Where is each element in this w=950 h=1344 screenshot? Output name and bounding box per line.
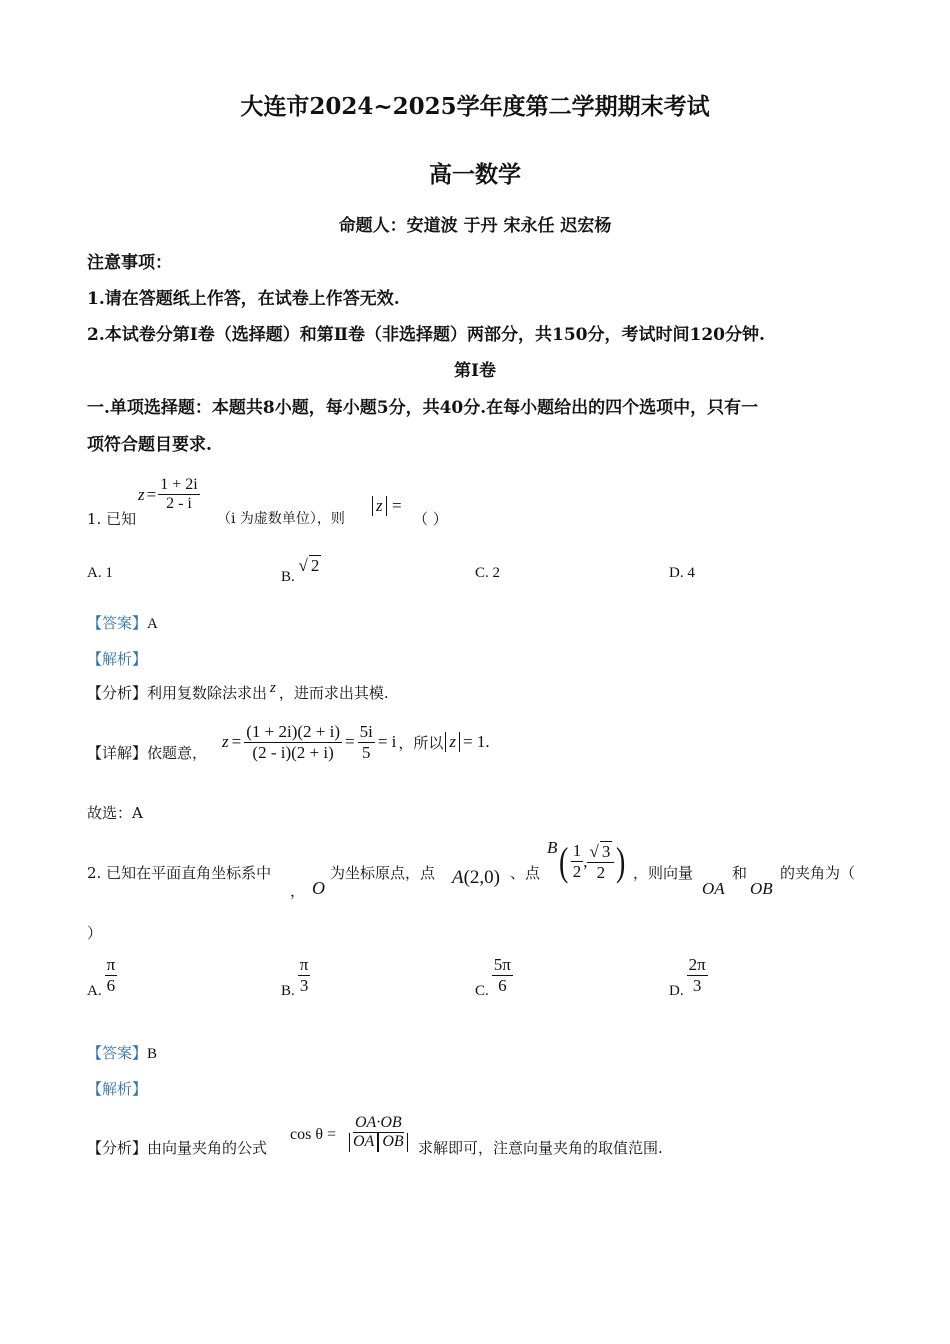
q1-eq2: = [392, 496, 402, 515]
q1-detail-den2: 5 [361, 742, 371, 762]
q2-formula-frac [347, 1114, 410, 1152]
q1-fenxi [87, 682, 389, 703]
q1-frac-num: 1 + 2i [158, 476, 199, 495]
q2-point-b-rparen: ) [616, 839, 626, 884]
q1-detail-text: 依题意， [147, 744, 208, 762]
q1-answer [87, 612, 158, 633]
q2-fenxi-label [87, 1137, 267, 1158]
q2-option-a-label: A. [87, 982, 102, 999]
q2-point-a-label: A [452, 867, 464, 888]
q1-prefix: 1. 已知 [87, 510, 137, 528]
q2-option-b[interactable] [281, 955, 310, 999]
q1-detail-z: z [222, 732, 229, 752]
q2-formula-num: OA·OB [353, 1114, 404, 1133]
q1-option-b[interactable] [281, 556, 321, 586]
q1-option-b-radicand: 2 [310, 556, 320, 575]
q1-detail-mid: ，所以 [398, 733, 444, 752]
q1-fenxi-text1: 利用复数除法求出 [147, 684, 268, 702]
q2-point-b-x-num: 1 [572, 841, 582, 861]
q2-formula-fraction [347, 1114, 410, 1152]
q1-detail-eq3: = i [377, 732, 397, 752]
q2-option-a-frac [105, 955, 118, 995]
q2-answer-tag: 【答案】 [87, 1044, 148, 1062]
q2-option-b-frac [298, 955, 311, 995]
q2-point-b-lparen: ( [559, 839, 569, 884]
q2-option-d-den: 3 [692, 975, 702, 995]
q2-option-d[interactable] [669, 955, 708, 999]
q2-answer-value: B [147, 1046, 158, 1062]
q2-cos: cos θ = [290, 1126, 337, 1143]
q2-point-b-y [587, 841, 614, 882]
section-instruction-line1: 一.单项选择题：本题共8小题，每小题5分，共40分.在每小题给出的四个选项中，只有一 [87, 398, 759, 418]
q1-answer-value: A [147, 616, 158, 632]
q1-fenxi-z: z [270, 680, 276, 696]
q1-detail-num2: 5i [359, 722, 373, 741]
q2-point-b-y-den: 2 [596, 862, 606, 882]
q2-comma: ， [290, 882, 306, 900]
q2-option-c-frac [492, 955, 513, 995]
q2-option-a[interactable] [87, 955, 117, 999]
section-instruction-line2: 项符合题目要求. [87, 435, 212, 455]
q2-mid1: 为坐标原点，点 [330, 864, 436, 882]
q2-origin: O [312, 878, 325, 898]
q2-point-b-y-radicand: 3 [601, 841, 611, 861]
q2-point-b-x-den: 2 [572, 862, 582, 881]
q2-fenxi-text2: 求解即可，注意向量夹角的取值范围. [418, 1139, 663, 1157]
q1-detail-eq: = [231, 732, 242, 752]
q1-option-b-radical: √ 2 [298, 556, 320, 575]
q2-point-b [547, 838, 628, 885]
q1-abs-z [372, 496, 402, 516]
q1-option-a[interactable]: A. 1 [87, 565, 113, 581]
q2-formula-den [347, 1133, 410, 1151]
q1-detail-dot: . [485, 732, 490, 752]
q1-paren: （ ） [413, 510, 448, 528]
exam-subject: 高一数学 [429, 161, 521, 188]
q2-sep: 、点 [510, 864, 541, 882]
q2-option-c[interactable] [475, 955, 513, 999]
q2-vector-ob: OB [750, 879, 773, 898]
q2-formula-den-ob: OB [378, 1133, 407, 1151]
q2-option-b-num: π [299, 955, 309, 974]
q2-option-d-frac [687, 955, 708, 995]
q2-option-d-num: 2π [688, 955, 706, 974]
notes-heading: 注意事项： [87, 253, 172, 273]
q2-option-d-label: D. [669, 982, 684, 999]
q1-detail-fraction [244, 722, 342, 762]
q2-and: 和 [732, 864, 748, 882]
q1-analysis-tag: 【解析】 [87, 650, 148, 668]
q2-answer [87, 1042, 157, 1063]
q2-formula-den-oa: OA [349, 1133, 378, 1151]
q1-option-c[interactable]: C. 2 [475, 565, 501, 581]
q1-option-b-label: B. [281, 569, 295, 585]
q1-fenxi-text2: ，进而求出其模. [278, 684, 389, 702]
q2-mid2: ，则向量 [633, 864, 694, 882]
authors-line: 命题人：安道波 于丹 宋永任 迟宏杨 [338, 216, 612, 236]
q1-abs-z-var: z [372, 496, 387, 516]
q2-option-a-den: 6 [106, 975, 116, 995]
q2-end: 的夹角为（ [780, 864, 856, 882]
q1-detail-formula [222, 722, 490, 762]
q1-note: （i 为虚数单位），则 [217, 511, 345, 527]
q2-point-b-y-num: √ 3 [587, 841, 614, 863]
q1-detail-eq2: = [344, 732, 355, 752]
notes-item-1: 1.请在答题纸上作答，在试卷上作答无效. [87, 289, 400, 309]
q1-detail-den: (2 - i)(2 + i) [252, 742, 334, 762]
q1-detail-fraction2 [358, 722, 375, 762]
q2-close: ） [87, 924, 103, 942]
q2-point-b-comma: , [583, 851, 588, 871]
q2-point-a [452, 866, 500, 889]
q1-frac-den: 2 - i [166, 495, 192, 513]
notes-item-2: 2.本试卷分第Ⅰ卷（选择题）和第Ⅱ卷（非选择题）两部分，共150分，考试时间120分钟. [87, 325, 765, 345]
q2-vector-oa: OA [702, 879, 725, 898]
q1-detail-num: (1 + 2i)(2 + i) [246, 722, 340, 741]
q1-answer-tag: 【答案】 [87, 614, 148, 632]
q2-option-c-den: 6 [498, 975, 507, 995]
q1-detail-abs: z [445, 732, 460, 752]
q2-fenxi-text1: 由向量夹角的公式 [147, 1139, 268, 1157]
q1-fenxi-tag: 【分析】 [87, 684, 148, 702]
q2-prefix: 2. 已知在平面直角坐标系中 [87, 864, 272, 882]
q1-eq: = [146, 484, 157, 504]
q2-point-a-coord: (2,0) [463, 867, 501, 888]
volume-heading: 第Ⅰ卷 [454, 361, 496, 381]
exam-title: 大连市2024~2025学年度第二学期期末考试 [240, 93, 710, 120]
q1-z-var: z [138, 484, 145, 504]
q1-formula [138, 476, 200, 514]
q1-detail-tag: 【详解】 [87, 744, 148, 762]
q2-option-c-num: 5π [493, 955, 511, 974]
q2-point-b-label: B [547, 837, 558, 857]
q2-option-c-label: C. [475, 982, 489, 999]
q1-option-d[interactable]: D. 4 [669, 565, 695, 581]
q1-detail-label [87, 742, 207, 763]
q2-analysis-tag: 【解析】 [87, 1080, 148, 1098]
q1-detail-end: = 1 [463, 732, 486, 752]
q1-fraction [158, 476, 199, 514]
q2-option-b-den: 3 [299, 975, 309, 995]
q2-option-a-num: π [106, 955, 116, 974]
q2-fenxi-tag: 【分析】 [87, 1139, 148, 1157]
q2-point-b-x [571, 841, 584, 881]
q1-choice: 故选：A [87, 804, 143, 822]
q2-option-b-label: B. [281, 982, 295, 999]
